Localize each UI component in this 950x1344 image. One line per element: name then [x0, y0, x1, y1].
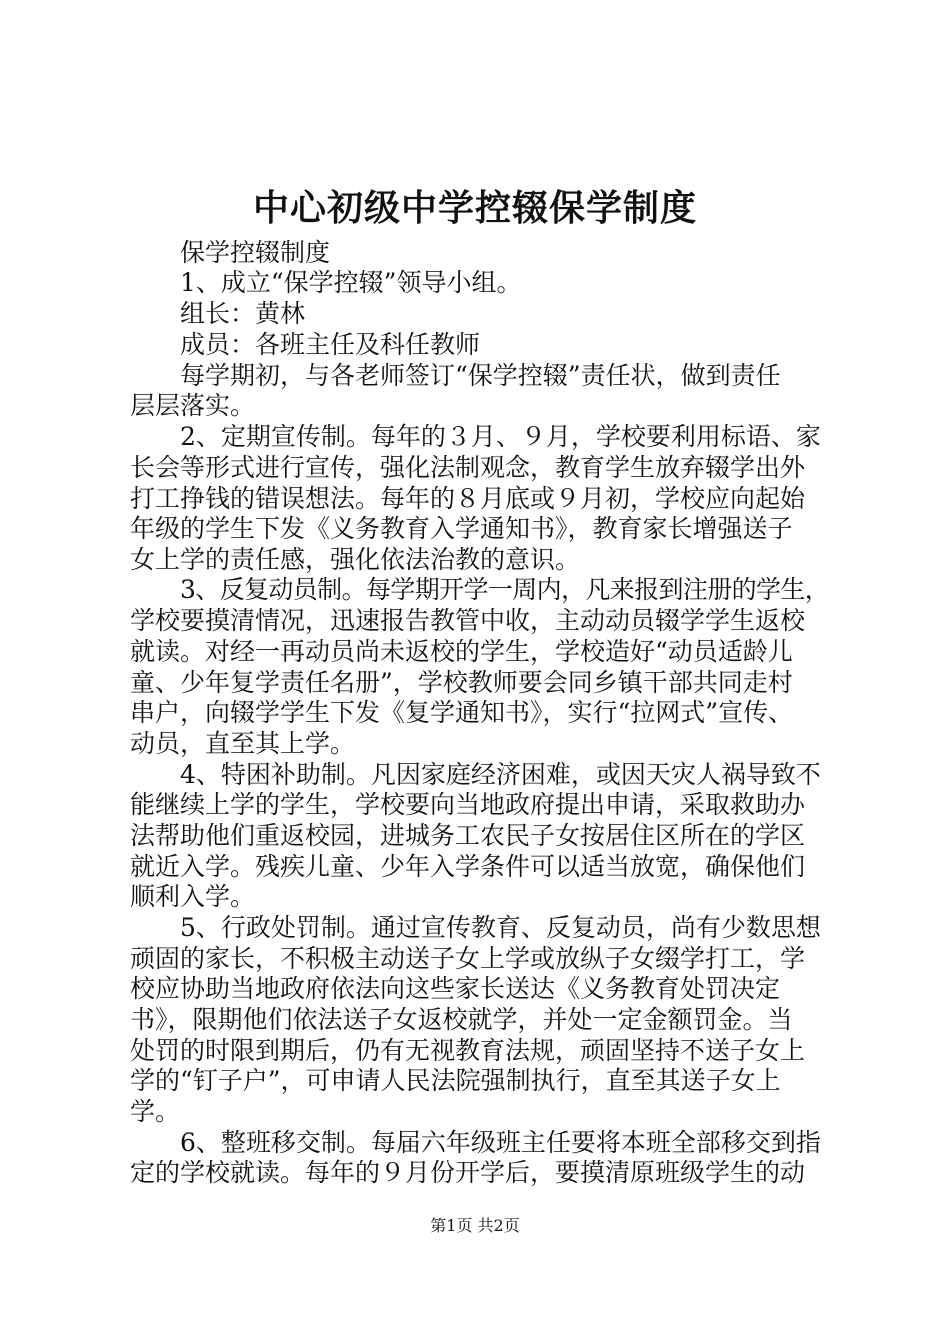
document-title: 中心初级中学控辍保学制度 — [252, 187, 697, 229]
paragraph-line: 校应协助当地政府依法向这些家长送达《义务教育处罚决定 — [130, 974, 781, 1003]
paragraph-line: 就读。对经一再动员尚未返校的学生，学校造好“动员适龄儿 — [130, 637, 793, 666]
paragraph-line: 学校要摸清情况，迅速报告教管中收，主动动员辍学学生返校 — [130, 606, 806, 635]
paragraph-line: 能继续上学的学生，学校要向当地政府提出申请，采取救助办 — [130, 790, 806, 819]
paragraph-line: 每学期初，与各老师签订“保学控辍”责任状，做到责任 — [180, 361, 781, 390]
paragraph-line: 定的学校就读。每年的９月份开学后，要摸清原班级学生的动 — [130, 1158, 806, 1187]
paragraph-line: 4、特困补助制。凡因家庭经济困难，或因天灾人祸导致不 — [180, 760, 821, 789]
paragraph-line: 1、成立“保学控辍”领导小组。 — [180, 268, 522, 297]
paragraph-line: 层层落实。 — [130, 391, 256, 420]
paragraph-line: 3、反复动员制。每学期开学一周内，凡来报到注册的学生， — [180, 575, 830, 604]
page-footer: 第1页 共2页 — [430, 1216, 520, 1235]
paragraph-line: 法帮助他们重返校园，进城务工农民子女按居住区所在的学区 — [130, 821, 806, 850]
subheading: 保学控辍制度 — [180, 238, 331, 267]
paragraph-line: 6、整班移交制。每届六年级班主任要将本班全部移交到指 — [180, 1128, 821, 1157]
paragraph-line: 童、少年复学责任名册”，学校教师要会同乡镇干部共同走村 — [130, 668, 793, 697]
paragraph-line: 2、定期宣传制。每年的３月、９月，学校要利用标语、家 — [180, 422, 821, 451]
paragraph-line: 处罚的时限到期后，仍有无视教育法规，顽固坚持不送子女上 — [130, 1036, 806, 1065]
paragraph-line: 就近入学。残疾儿童、少年入学条件可以适当放宽，确保他们 — [130, 852, 806, 881]
paragraph-line: 长会等形式进行宣传，强化法制观念，教育学生放弃辍学出外 — [130, 453, 806, 482]
paragraph-line: 顽固的家长，不积极主动送子女上学或放纵子女缀学打工，学 — [130, 944, 806, 973]
paragraph-line: 书》，限期他们依法送子女返校就学，并处一定金额罚金。当 — [130, 1005, 793, 1034]
paragraph-line: 女上学的责任感，强化依法治教的意识。 — [130, 545, 581, 574]
paragraph-line: 组长：黄林 — [180, 299, 306, 328]
paragraph-line: 串户，向辍学学生下发《复学通知书》，实行“拉网式”宣传、 — [130, 698, 794, 727]
paragraph-line: 学的“钉子户”，可申请人民法院强制执行，直至其送子女上 — [130, 1066, 781, 1095]
paragraph-line: 顺利入学。 — [130, 882, 256, 911]
paragraph-line: 成员：各班主任及科任教师 — [180, 330, 481, 359]
paragraph-line: 年级的学生下发《义务教育入学通知书》，教育家长增强送子 — [130, 514, 793, 543]
paragraph-line: 5、行政处罚制。通过宣传教育、反复动员，尚有少数思想 — [180, 913, 821, 942]
paragraph-line: 打工挣钱的错误想法。每年的８月底或９月初，学校应向起始 — [130, 484, 806, 513]
paragraph-line: 动员，直至其上学。 — [130, 729, 356, 758]
paragraph-line: 学。 — [130, 1097, 181, 1126]
